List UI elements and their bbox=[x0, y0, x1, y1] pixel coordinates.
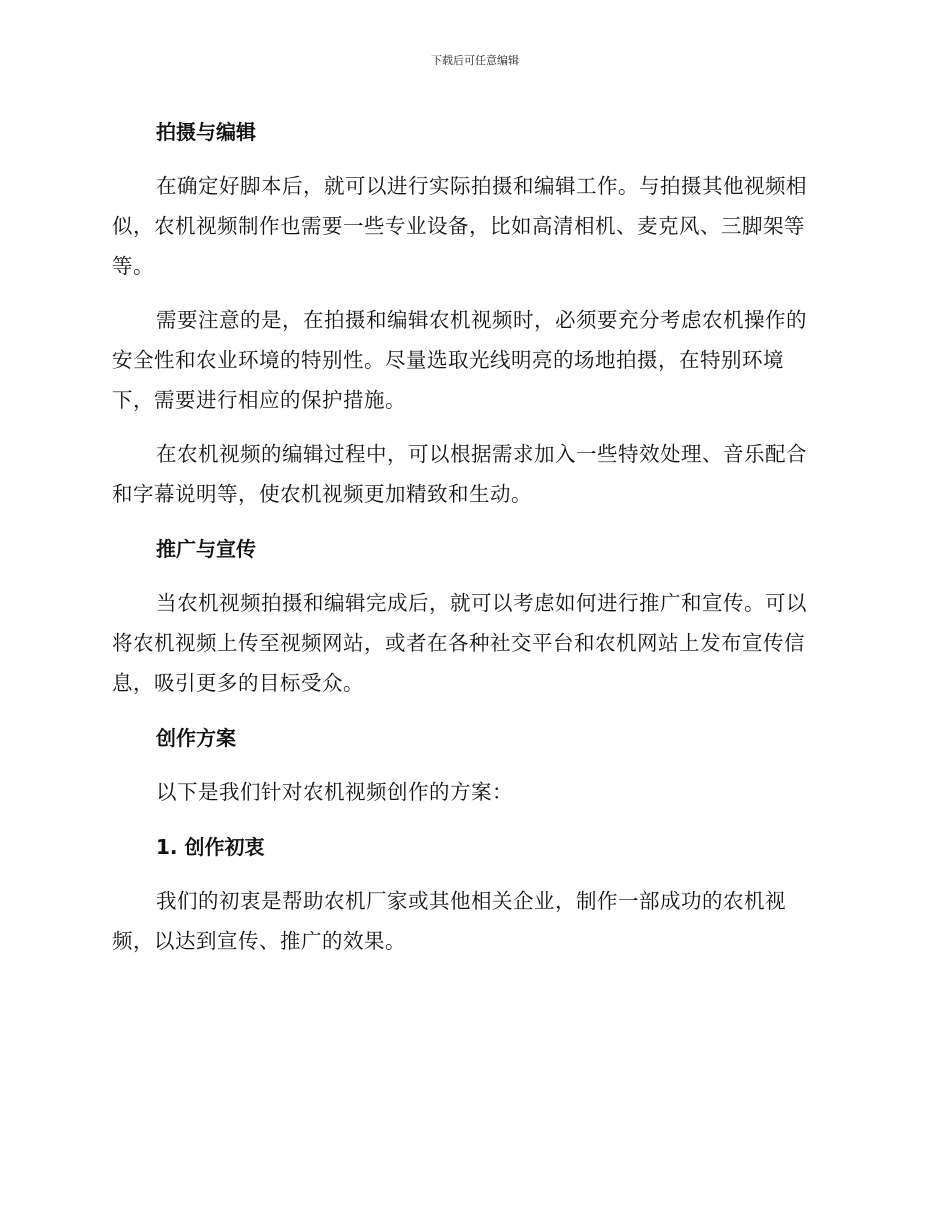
paragraph-line: 安全性和农业环境的特别性。尽量选取光线明亮的场地拍摄，在特别环境 bbox=[112, 348, 784, 372]
paragraph-line: 需要注意的是，在拍摄和编辑农机视频时，必须要充分考虑农机操作的 bbox=[156, 308, 807, 332]
paragraph-line: 在确定好脚本后，就可以进行实际拍摄和编辑工作。与拍摄其他视频相 bbox=[156, 174, 807, 198]
paragraph bbox=[112, 434, 832, 514]
section-heading-shooting-editing: 拍摄与编辑 bbox=[156, 120, 256, 144]
paragraph-line: 等。 bbox=[112, 254, 154, 278]
paragraph-line: 我们的初衷是帮助农机厂家或其他相关企业，制作一部成功的农机视 bbox=[156, 889, 786, 913]
paragraph bbox=[112, 881, 832, 961]
section-heading-promotion: 推广与宣传 bbox=[156, 537, 256, 561]
paragraph-line: 以下是我们针对农机视频创作的方案： bbox=[156, 780, 513, 804]
section-heading-creative-plan: 创作方案 bbox=[156, 726, 236, 750]
paragraph-line: 将农机视频上传至视频网站，或者在各种社交平台和农机网站上发布宣传信 bbox=[112, 631, 805, 655]
paragraph-line: 和字幕说明等，使农机视频更加精致和生动。 bbox=[112, 482, 532, 506]
paragraph-line: 频，以达到宣传、推广的效果。 bbox=[112, 929, 406, 953]
paragraph bbox=[112, 772, 832, 812]
paragraph bbox=[112, 583, 832, 703]
paragraph-line: 息，吸引更多的目标受众。 bbox=[112, 671, 364, 695]
paragraph bbox=[112, 300, 832, 420]
paragraph bbox=[112, 166, 832, 286]
paragraph-line: 下，需要进行相应的保护措施。 bbox=[112, 388, 406, 412]
paragraph-line: 似，农机视频制作也需要一些专业设备，比如高清相机、麦克风、三脚架等 bbox=[112, 214, 805, 238]
paragraph-line: 在农机视频的编辑过程中，可以根据需求加入一些特效处理、音乐配合 bbox=[156, 442, 807, 466]
paragraph-line: 当农机视频拍摄和编辑完成后，就可以考虑如何进行推广和宣传。可以 bbox=[156, 591, 807, 615]
document-body bbox=[112, 112, 832, 961]
section-heading-original-intention: 1. 创作初衷 bbox=[156, 835, 265, 859]
page-header: 下载后可任意编辑 bbox=[431, 54, 519, 67]
